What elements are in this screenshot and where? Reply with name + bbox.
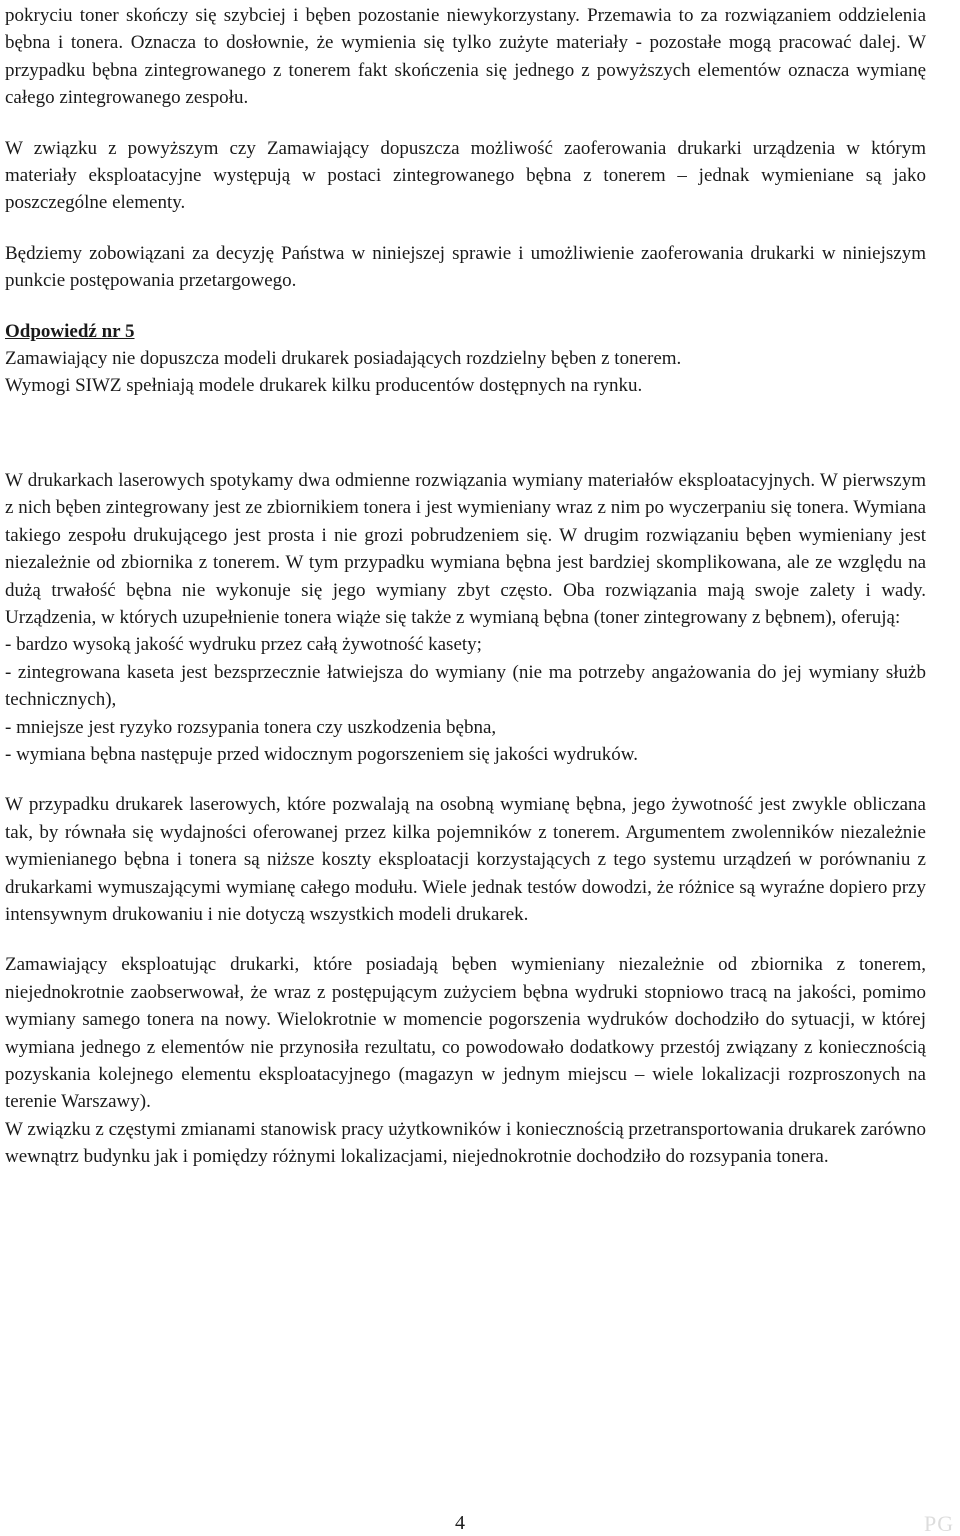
answer-text bbox=[5, 345, 926, 400]
paragraph-transport: W związku z częstymi zmianami stanowisk pracy użytkowników i koniecznością przetransportowania drukarek zarówno wewnątrz budynku jak i pomiędzy różnymi lokalizacjami, niejednokrotnie dochodziło do rozsypania tonera. bbox=[5, 1118, 926, 1168]
answer-line-1: Zamawiający nie dopuszcza modeli drukarek posiadających rozdzielny bęben z tonerem. bbox=[5, 348, 682, 370]
answer-line-2: Wymogi SIWZ spełniają modele drukarek kilku producentów dostępnych na rynku. bbox=[5, 375, 643, 397]
document-page bbox=[5, 0, 926, 1171]
watermark-logo: PG bbox=[924, 1511, 955, 1536]
list-item-timely-replacement: - wymiana bębna następuje przed widocznym pogorszeniem się jakości wydruków. bbox=[5, 743, 638, 765]
paragraph-request: Będziemy zobowiązani za decyzję Państwa w niniejszej sprawie i umożliwienie zaoferowania drukarki w niniejszym punkcie postępowania przetargowego. bbox=[5, 242, 926, 292]
paragraph-laser-printers: W drukarkach laserowych spotykamy dwa odmienne rozwiązania wymiany materiałów eksploatacyjnych. W pierwszym z nich bęben zintegrowany jest ze zbiornikiem tonera i jest wymieniany wraz z nim po wyczerpaniu się tonera. Wymiana takiego zespołu drukującego jest prosta i nie grozi pobrudzeniem się. W drugim rozwiązaniu bęben wymieniany jest niezależnie od zbiornika z tonerem. W tym przypadku wymiana bębna jest bardziej skomplikowana, ale ze względu na dużą trwałość bębna nie wykonuje się jego wymiany zbyt często. Oba rozwiązania mają swoje zalety i wady. Urządzenia, w których uzupełnienie tonera wiąże się także z wymianą bębna (toner zintegrowany z bębnem), oferują: bbox=[5, 469, 926, 628]
paragraph-question: W związku z powyższym czy Zamawiający dopuszcza możliwość zaoferowania drukarki urządzenia w którym materiały eksploatacyjne występują w postaci zintegrowanego bębna z tonerem – jednak wymieniane są jako poszczególne elementy. bbox=[5, 137, 926, 214]
list-item-quality: - bardzo wysoką jakość wydruku przez całą żywotność kasety; bbox=[5, 634, 482, 656]
list-item-easy-replacement: - zintegrowana kaseta jest bezsprzecznie łatwiejsza do wymiany (nie ma potrzeby angażowania do jej wymiany służb technicznych), bbox=[5, 661, 926, 711]
paragraph-drum-toner-separation: pokryciu toner skończy się szybciej i bęben pozostanie niewykorzystany. Przemawia to za rozwiązaniem oddzielenia bębna i tonera. Oznacza to dosłownie, że wymienia się tylko zużyte materiały - pozostałe mogą pracować dalej. W przypadku bębna zintegrowanego z tonerem fakt skończenia się jednego z powyższych elementów oznacza wymianę całego zintegrowanego zespołu. bbox=[5, 5, 926, 109]
list-item-less-risk: - mniejsze jest ryzyko rozsypania tonera czy uszkodzenia bębna, bbox=[5, 716, 497, 738]
paragraph-experience: Zamawiający eksploatując drukarki, które posiadają bęben wymieniany niezależnie od zbiornika z tonerem, niejednokrotnie zaobserwował, że wraz z postępującym zużyciem bębna wydruki stopniowo tracą na jakości, pomimo wymiany samego tonera na nowy. Wielokrotnie w momencie pogorszenia wydruków dochodziło do sytuacji, w której wymiana jednego z elementów nie przynosiła rezultatu, co powodowało dodatkowy przestój związany z koniecznością pozyskania kolejnego elementu eksploatacyjnego (magazyn w jednym miejscu – wiele lokalizacji rozproszonych na terenie Warszawy). bbox=[5, 954, 926, 1113]
answer-heading: Odpowiedź nr 5 bbox=[5, 320, 135, 342]
paragraph-separate-drum: W przypadku drukarek laserowych, które pozwalają na osobną wymianę bębna, jego żywotność jest zwykle obliczana tak, by równała się wydajności oferowanej przez kilka pojemników z tonerem. Argumentem zwolenników niezależnie wymienianego bębna i tonera są niższe koszty eksploatacji korzystających z tego systemu urządzeń w porównaniu z drukarkami wymuszającymi wymianę całego modułu. Wiele jednak testów dowodzi, że różnice są wyraźne dopiero przy intensywnym drukowaniu i nie dotyczą wszystkich modeli drukarek. bbox=[5, 794, 926, 925]
page-number: 4 bbox=[455, 1512, 465, 1534]
